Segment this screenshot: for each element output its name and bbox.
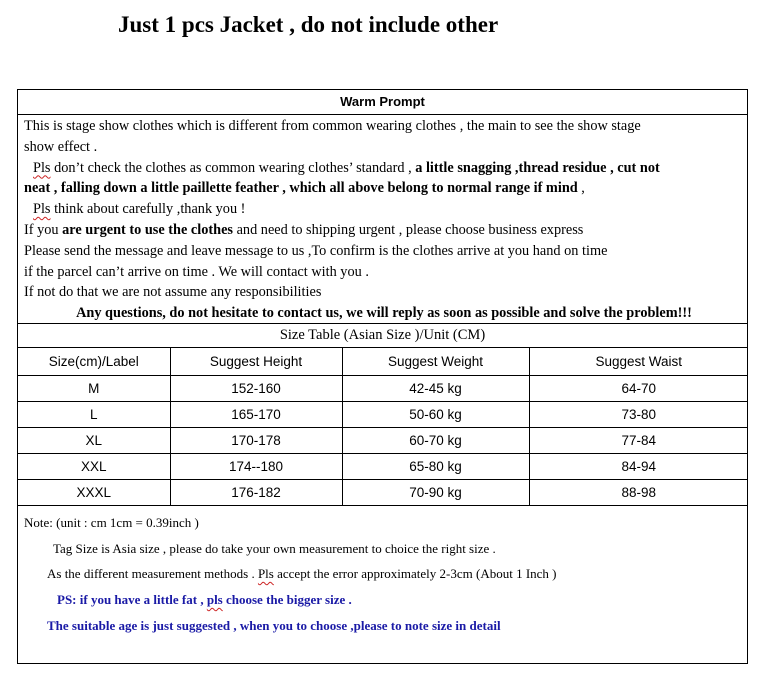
prompt-line-contact: Any questions, do not hesitate to contact us, we will reply as soon as possible and solve the problem!!! xyxy=(76,305,692,322)
warm-prompt-heading: Warm Prompt xyxy=(18,90,747,115)
table-row xyxy=(18,480,748,506)
table-row xyxy=(18,428,748,454)
divider xyxy=(18,323,747,324)
note-unit: Note: (unit : cm 1cm = 0.39inch ) xyxy=(24,515,199,530)
cell-height: 170-178 xyxy=(170,428,342,454)
note-tag-size: Tag Size is Asia size , please do take your own measurement to choice the right size . xyxy=(53,541,496,556)
table-header-row xyxy=(18,348,748,376)
prompt-line: neat , falling down a little paillette feather , which all above belong to normal range if mind , xyxy=(24,180,585,197)
note-age: The suitable age is just suggested , when you to choose ,please to note size in detail xyxy=(47,618,501,633)
cell-waist: 88-98 xyxy=(529,480,748,506)
cell-weight: 50-60 kg xyxy=(342,402,529,428)
prompt-line: show effect . xyxy=(24,138,98,155)
prompt-line: Pls don’t check the clothes as common wearing clothes’ standard , a little snagging ,thread residue , cut not xyxy=(33,159,660,176)
warm-prompt-text xyxy=(24,116,744,324)
prompt-line: This is stage show clothes which is different from common wearing clothes , the main to see the show stage xyxy=(24,118,641,134)
cell-height: 174--180 xyxy=(170,454,342,480)
cell-height: 152-160 xyxy=(170,376,342,402)
prompt-line: if the parcel can’t arrive on time . We will contact with you . xyxy=(24,263,369,280)
cell-weight: 42-45 kg xyxy=(342,376,529,402)
cell-size: XXXL xyxy=(18,480,170,506)
table-row xyxy=(18,376,748,402)
cell-weight: 70-90 kg xyxy=(342,480,529,506)
size-table xyxy=(18,347,748,506)
cell-waist: 73-80 xyxy=(529,402,748,428)
table-row xyxy=(18,454,748,480)
cell-size: L xyxy=(18,402,170,428)
prompt-line: Pls think about carefully ,thank you ! xyxy=(33,201,246,218)
cell-weight: 65-80 kg xyxy=(342,454,529,480)
cell-weight: 60-70 kg xyxy=(342,428,529,454)
col-header-height: Suggest Height xyxy=(170,348,342,376)
note-ps: PS: if you have a little fat , pls choose the bigger size . xyxy=(57,592,352,607)
cell-waist: 64-70 xyxy=(529,376,748,402)
col-header-size: Size(cm)/Label xyxy=(18,348,170,376)
table-row xyxy=(18,402,748,428)
cell-height: 165-170 xyxy=(170,402,342,428)
cell-size: XXL xyxy=(18,454,170,480)
note-measurement: As the different measurement methods . Pls accept the error approximately 2-3cm (About 1 Inch ) xyxy=(47,566,557,581)
cell-height: 176-182 xyxy=(170,480,342,506)
col-header-waist: Suggest Waist xyxy=(529,348,748,376)
cell-size: XL xyxy=(18,428,170,454)
prompt-line: If you are urgent to use the clothes and need to shipping urgent , please choose business express xyxy=(24,221,584,238)
cell-waist: 77-84 xyxy=(529,428,748,454)
cell-size: M xyxy=(18,376,170,402)
cell-waist: 84-94 xyxy=(529,454,748,480)
page-title: Just 1 pcs Jacket , do not include other xyxy=(118,12,499,37)
prompt-line: If not do that we are not assume any responsibilities xyxy=(24,284,322,301)
col-header-weight: Suggest Weight xyxy=(342,348,529,376)
info-box xyxy=(17,89,748,664)
size-table-title: Size Table (Asian Size )/Unit (CM) xyxy=(279,327,486,343)
prompt-line: Please send the message and leave message to us ,To confirm is the clothes arrive at you hand on time xyxy=(24,242,608,259)
